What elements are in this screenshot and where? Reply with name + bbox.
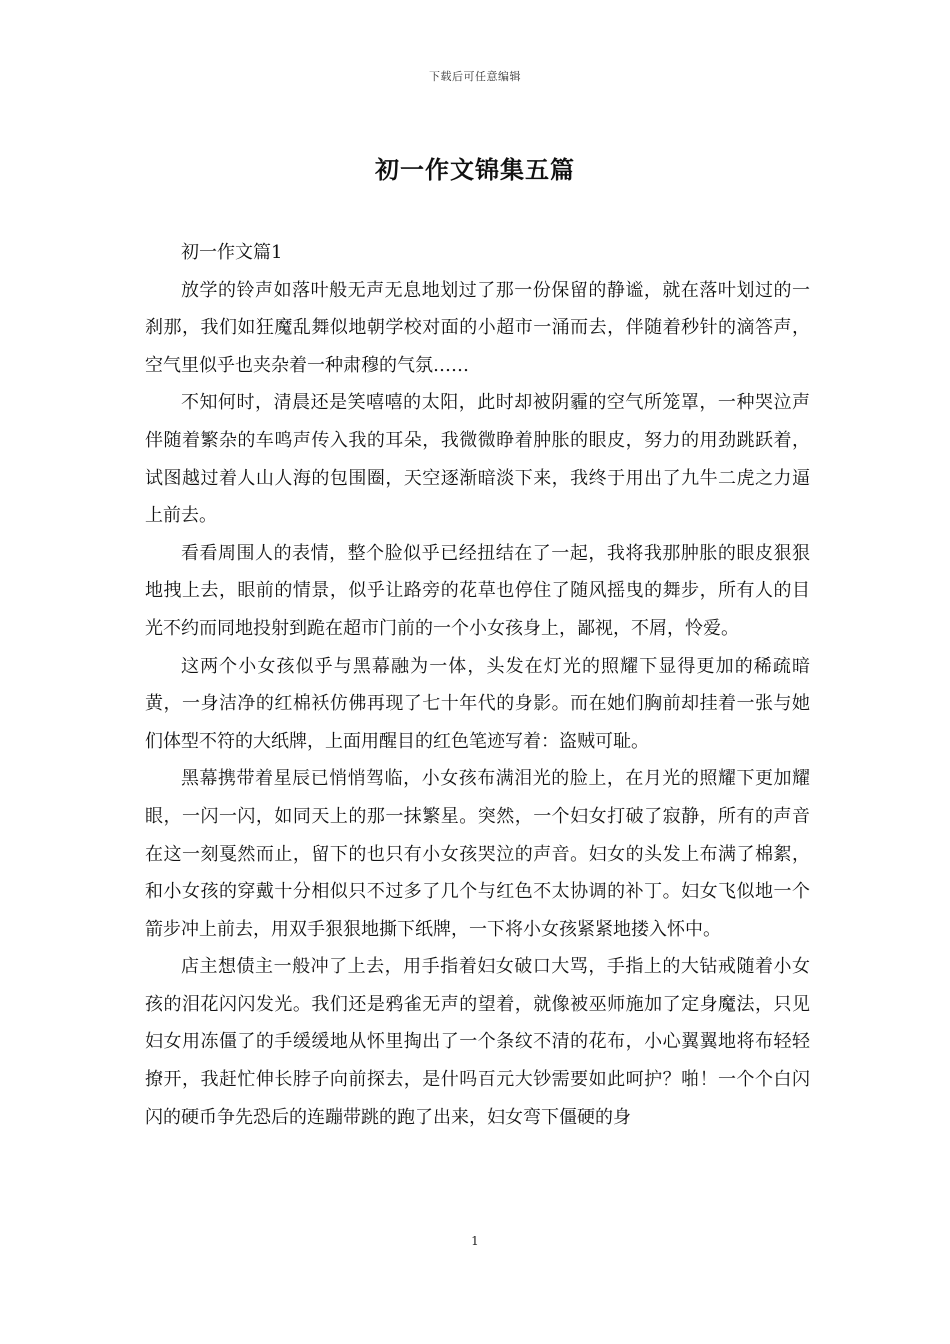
paragraph-3: 看看周围人的表情，整个脸似乎已经扭结在了一起，我将我那肿胀的眼皮狠狠地拽上去，眼前的情景，似乎让路旁的花草也停住了随风摇曳的舞步，所有人的目光不约而同地投射到跪在超市门前的一个小女孩身上，鄙视，不屑，怜爱。 bbox=[145, 542, 810, 639]
header-note: 下载后可任意编辑 bbox=[429, 70, 521, 83]
paragraph-1: 放学的铃声如落叶般无声无息地划过了那一份保留的静谧，就在落叶划过的一刹那，我们如狂魔乱舞似地朝学校对面的小超市一涌而去，伴随着秒针的滴答声，空气里似乎也夹杂着一种肃穆的气氛…… bbox=[145, 279, 810, 376]
paragraph-5: 黑幕携带着星辰已悄悄驾临，小女孩布满泪光的脸上，在月光的照耀下更加耀眼，一闪一闪，如同天上的那一抹繁星。突然，一个妇女打破了寂静，所有的声音在这一刻戛然而止，留下的也只有小女孩哭泣的声音。妇女的头发上布满了棉絮，和小女孩的穿戴十分相似只不过多了几个与红色不太协调的补丁。妇女飞似地一个箭步冲上前去，用双手狠狠地撕下纸牌，一下将小女孩紧紧地搂入怀中。 bbox=[145, 768, 810, 940]
paragraph-6: 店主想债主一般冲了上去，用手指着妇女破口大骂，手指上的大钻戒随着小女孩的泪花闪闪发光。我们还是鸦雀无声的望着，就像被巫师施加了定身魔法，只见妇女用冻僵了的手缓缓地从怀里掏出了一个条纹不清的花布，小心翼翼地将布轻轻撩开，我赶忙伸长脖子向前探去，是什吗百元大钞需要如此呵护？啪！一个个白闪闪的硬币争先恐后的连蹦带跳的跑了出来，妇女弯下僵硬的身 bbox=[145, 956, 810, 1128]
document-title: 初一作文锦集五篇 bbox=[375, 155, 575, 184]
section-heading: 初一作文篇1 bbox=[181, 242, 283, 263]
paragraph-2: 不知何时，清晨还是笑嘻嘻的太阳，此时却被阴霾的空气所笼罩，一种哭泣声伴随着繁杂的车鸣声传入我的耳朵，我微微睁着肿胀的眼皮，努力的用劲跳跃着，试图越过着人山人海的包围圈，天空逐渐暗淡下来，我终于用出了九牛二虎之力逼上前去。 bbox=[145, 392, 810, 527]
paragraph-4: 这两个小女孩似乎与黑幕融为一体，头发在灯光的照耀下显得更加的稀疏暗黄，一身洁净的红棉袄仿佛再现了七十年代的身影。而在她们胸前却挂着一张与她们体型不符的大纸牌，上面用醒目的红色笔迹写着：盗贼可耻。 bbox=[145, 655, 810, 752]
document-body bbox=[145, 234, 810, 1136]
page-number: 1 bbox=[471, 1234, 479, 1248]
